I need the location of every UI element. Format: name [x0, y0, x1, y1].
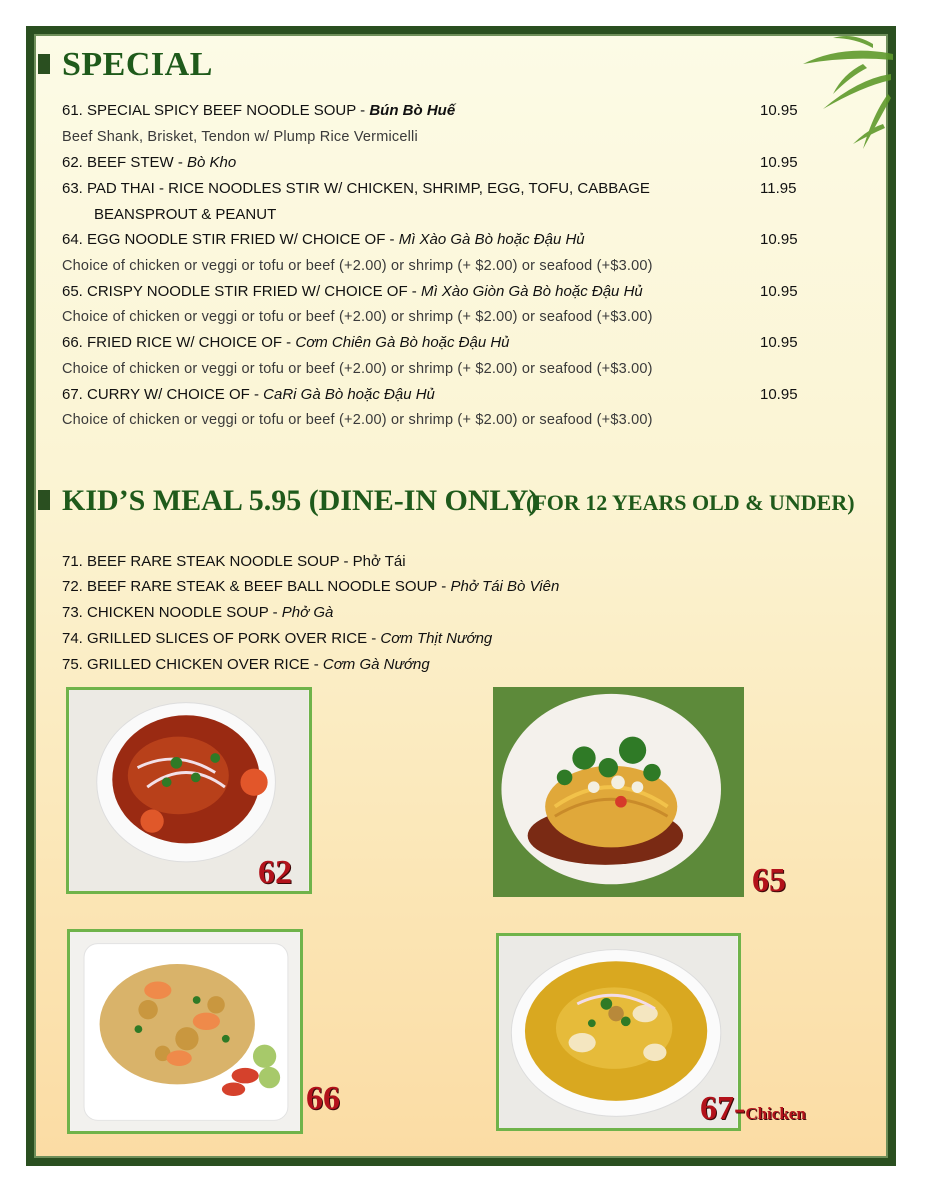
item-price: 11.95: [760, 180, 797, 197]
item-name: 72. BEEF RARE STEAK & BEEF BALL NOODLE SOUP -: [62, 578, 451, 595]
item-name-continued: BEANSPROUT & PEANUT: [94, 206, 277, 223]
menu-item-63: [62, 180, 650, 197]
item-price: 10.95: [760, 283, 798, 300]
item-name: 71. BEEF RARE STEAK NOODLE SOUP -: [62, 553, 353, 570]
menu-item-62: [62, 154, 236, 171]
menu-item-66: [62, 334, 510, 351]
item-viet-name: Mì Xào Giòn Gà Bò hoặc Đậu Hủ: [420, 283, 643, 300]
kids-item-73: [62, 604, 333, 621]
photo-label-67-suffix: Chicken: [745, 1104, 806, 1123]
photo-label-67: [700, 1090, 806, 1128]
item-viet-name: Bún Bò Huế: [369, 102, 456, 119]
item-viet-name: Cơm Chiên Gà Bò hoặc Đậu Hủ: [295, 334, 510, 351]
item-name: 75. GRILLED CHICKEN OVER RICE -: [62, 656, 323, 673]
photo-fried-rice: [67, 929, 303, 1134]
fried-rice-image: [70, 932, 300, 1131]
item-viet-name: Phở Tái: [352, 553, 406, 570]
section-marker: [38, 490, 50, 510]
item-description: Choice of chicken or veggi or tofu or beef (+2.00) or shrimp (+ $2.00) or seafood (+$3.00): [62, 309, 653, 325]
photo-label-66: 66: [306, 1080, 340, 1117]
item-price: 10.95: [760, 154, 798, 171]
kids-section-subtitle: (FOR 12 YEARS OLD & UNDER): [526, 490, 855, 515]
special-section-title: SPECIAL: [62, 46, 213, 83]
menu-item-65: [62, 283, 643, 300]
kids-item-72: [62, 578, 559, 595]
menu-item-67: [62, 386, 435, 403]
item-name: 65. CRISPY NOODLE STIR FRIED W/ CHOICE OF -: [62, 283, 421, 300]
kids-item-75: [62, 656, 430, 673]
kids-section-title: KID’S MEAL 5.95 (DINE-IN ONLY): [62, 484, 539, 517]
item-viet-name: Cơm Thịt Nướng: [380, 630, 493, 647]
photo-label-62: 62: [258, 854, 292, 891]
section-marker: [38, 54, 50, 74]
item-name: 62. BEEF STEW -: [62, 154, 188, 171]
kids-item-74: [62, 630, 492, 647]
item-viet-name: Phở Gà: [281, 604, 334, 621]
item-viet-name: Mì Xào Gà Bò hoặc Đậu Hủ: [398, 231, 585, 248]
kids-item-71: [62, 553, 406, 570]
item-name: 73. CHICKEN NOODLE SOUP -: [62, 604, 282, 621]
item-description: Choice of chicken or veggi or tofu or beef (+2.00) or shrimp (+ $2.00) or seafood (+$3.00): [62, 361, 653, 377]
menu-item-61: [62, 102, 455, 119]
item-name: 66. FRIED RICE W/ CHOICE OF -: [62, 334, 296, 351]
photo-crispy-noodle: [493, 687, 744, 897]
item-name: 74. GRILLED SLICES OF PORK OVER RICE -: [62, 630, 381, 647]
item-name: 64. EGG NOODLE STIR FRIED W/ CHOICE OF -: [62, 231, 399, 248]
item-viet-name: Phở Tái Bò Viên: [450, 578, 560, 595]
photo-label-67-number: 67-: [700, 1090, 746, 1127]
item-name: 67. CURRY W/ CHOICE OF -: [62, 386, 264, 403]
item-price: 10.95: [760, 102, 798, 119]
item-viet-name: CaRi Gà Bò hoặc Đậu Hủ: [263, 386, 435, 403]
item-name: 63. PAD THAI - RICE NOODLES STIR W/ CHICKEN, SHRIMP, EGG, TOFU, CABBAGE: [62, 180, 650, 197]
bamboo-leaves-decoration: [763, 34, 893, 154]
menu-item-64: [62, 231, 585, 248]
item-description: Choice of chicken or veggi or tofu or beef (+2.00) or shrimp (+ $2.00) or seafood (+$3.00): [62, 258, 653, 274]
item-description: Choice of chicken or veggi or tofu or beef (+2.00) or shrimp (+ $2.00) or seafood (+$3.00): [62, 412, 653, 428]
item-price: 10.95: [760, 231, 798, 248]
item-price: 10.95: [760, 386, 798, 403]
photo-label-65: 65: [752, 862, 786, 899]
item-viet-name: Cơm Gà Nướng: [322, 656, 430, 673]
item-viet-name: Bò Kho: [187, 154, 237, 171]
crispy-noodle-image: [496, 690, 741, 894]
item-name: 61. SPECIAL SPICY BEEF NOODLE SOUP -: [62, 102, 370, 119]
item-price: 10.95: [760, 334, 798, 351]
item-description: Beef Shank, Brisket, Tendon w/ Plump Rice Vermicelli: [62, 129, 418, 145]
